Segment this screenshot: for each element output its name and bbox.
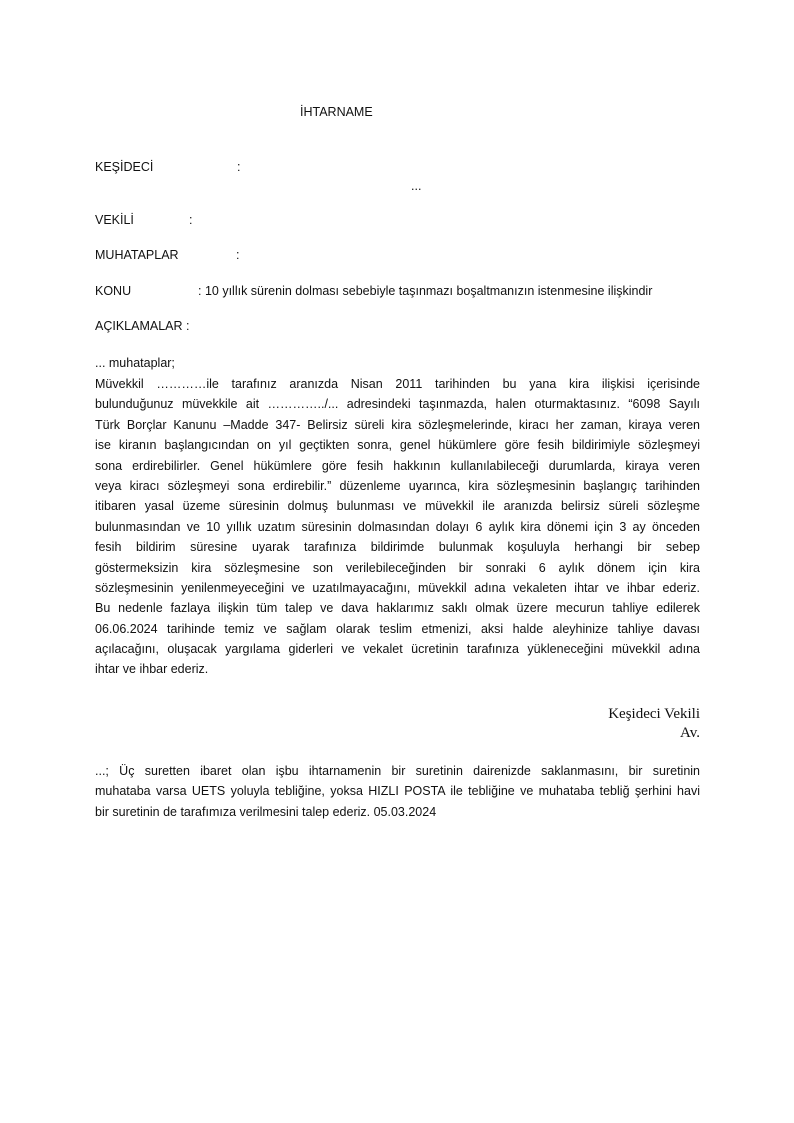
muhataplar-label: MUHATAPLAR — [95, 248, 179, 262]
vekili-colon: : — [189, 213, 193, 227]
footer-paragraph — [95, 761, 700, 822]
muhataplar-colon: : — [236, 248, 240, 262]
footer-line: bir suretinin de tarafımıza verilmesini talep ederiz. 05.03.2024 — [95, 804, 437, 819]
body-line: ihtar ve ihbar ederiz. — [95, 662, 209, 677]
body-line: göstermeksizin kira sözleşmesine son verilebileceğinden bir sonraki 6 aylık dönem için kira — [95, 560, 700, 575]
footer-line: muhataba varsa UETS yoluyla tebliğine, yoksa HIZLI POSTA ile tebliğine ve muhataba tebliğ şerhini havi — [95, 784, 700, 799]
kesideci-colon: : — [237, 160, 241, 174]
body-line: açılacağını, oluşacak yargılama giderleri ve vekalet ücretinin tarafınıza yükleneceğini müvekkil adına — [95, 642, 700, 657]
body-line: fesih bildirim süresine uyarak tarafınıza bildirimde bulunmak koşuluyla herhangi bir sebep — [95, 540, 700, 555]
greeting: ... muhataplar; — [95, 356, 175, 370]
body-line: 06.06.2024 tarihinde temiz ve sağlam olarak teslim etmenizi, aksi halde aleyhinize tahliye davası — [95, 621, 700, 636]
body-line: bulunmasından ve 10 yıllık uzatım süresinin dolmasından dolayı 6 aylık kira dönemi için 3 ay önceden — [95, 519, 700, 534]
vekili-label: VEKİLİ — [95, 213, 134, 227]
body-line: Müvekkil …………ile tarafınız aranızda Nisan 2011 tarihinden bu yana kira ilişkisi içerisinde — [95, 377, 700, 391]
body-paragraph — [95, 374, 700, 680]
konu-value: : 10 yıllık sürenin dolması sebebiyle taşınmazı boşaltmanızın istenmesine ilişkindir — [198, 284, 653, 298]
body-line: Bu nedenle fazlaya ilişkin tüm talep ve dava haklarımız saklı olmak üzere mecurun tahliye edilerek — [95, 601, 700, 616]
aciklamalar-label: AÇIKLAMALAR : — [95, 319, 190, 333]
document-title: İHTARNAME — [300, 105, 373, 119]
kesideci-value: ... — [411, 179, 422, 193]
body-line: ise kiranın başlangıcından on yıl geçtikten sonra, genel hükümlere göre fesih bildirimiyle sözleşmeyi — [95, 438, 700, 453]
kesideci-label: KEŞİDECİ — [95, 160, 154, 174]
body-line: itibaren yasal üzeme süresinin dolmuş bulunması ve müvekkil ile aranızda belirsiz süreli sözleşme — [95, 499, 700, 514]
footer-line: ...; Üç suretten ibaret olan işbu ihtarnamenin bir suretinin dairenizde saklanmasını, bir suretinin — [95, 764, 700, 778]
signature-title: Keşideci Vekili — [608, 706, 700, 722]
body-line: bulunduğunuz müvekkile ait …………../... adresindeki taşınmazda, halen oturmaktasınız. “6098 Sayılı — [95, 397, 700, 412]
body-line: sözleşmesinin yenilenmeyeceğini ve uzatılmayacağını, müvekkil adına vekaleten ihtar ve ihbar ederiz. — [95, 580, 700, 595]
body-line: veya kiracı sözleşmeyi sona erdirebilir.” düzenleme uyarınca, kira sözleşmesinin başlangıç tarihinden — [95, 478, 700, 493]
body-line: sona erdirebilirler. Genel hükümlere göre fesih hakkının kullanılabileceği durumlarda, kiraya veren — [95, 458, 700, 473]
signature-name: Av. — [680, 725, 700, 741]
konu-label: KONU — [95, 284, 132, 298]
body-line: Türk Borçlar Kanunu –Madde 347- Belirsiz süreli kira sözleşmelerinde, kiracı her zaman, kiraya veren — [95, 417, 700, 432]
